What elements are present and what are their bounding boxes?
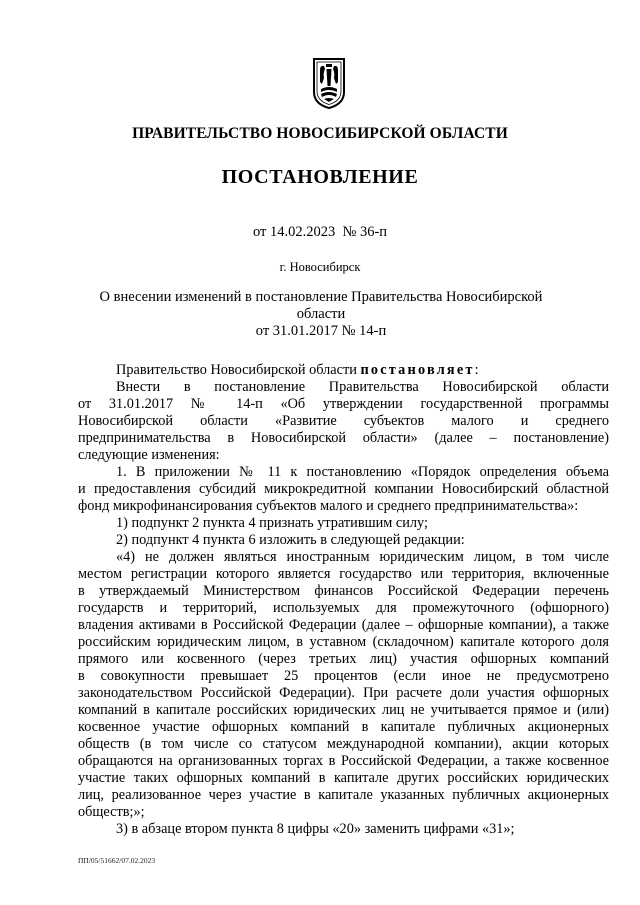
date-number-line (0, 224, 640, 241)
city-name: г. Новосибирск (279, 260, 361, 274)
text-line: лиц, реализованное через участие в капитале указанных публичных акционерных (78, 787, 609, 803)
organization-name: ПРАВИТЕЛЬСТВО НОВОСИБИРСКОЙ ОБЛАСТИ (132, 125, 508, 142)
text-line: предпринимательства в Новосибирской области» (далее – постановление) (78, 430, 609, 446)
text-line: Новосибирской области «Развитие субъектов малого и среднего (78, 413, 609, 429)
decree-keyword: постановляет (360, 362, 475, 378)
document-type: ПОСТАНОВЛЕНИЕ (221, 166, 419, 188)
paragraph-appendix (78, 464, 609, 515)
text-line: следующие изменения: (78, 447, 220, 463)
text-line: в совокупности превышает 25 процентов (если иное не предусмотрено (78, 668, 609, 684)
document-subject (78, 289, 564, 340)
intro-paragraph (78, 362, 609, 379)
text-line: владения активами в Российской Федерации (далее – офшорные компании), а также (78, 617, 609, 633)
subject-line: О внесении изменений в постановление Правительства Новосибирской области (99, 289, 543, 322)
text-line: от 31.01.2017 № 14-п «Об утверждении государственной программы (78, 396, 609, 412)
intro-colon: : (474, 362, 479, 378)
subitem-2: 2) подпункт 4 пункта 6 изложить в следующей редакции: (116, 532, 465, 548)
text-line: местом регистрации которого является государство или территория, включенные (78, 566, 609, 582)
text-line: компаний в капитале российских юридических лиц не учитывается прямое и (или) (78, 702, 609, 718)
coat-of-arms-emblem (311, 56, 347, 110)
document-number: № 36-п (342, 224, 388, 240)
text-line: 1. В приложении № 11 к постановлению «Порядок определения объема (116, 464, 609, 480)
text-line: прямого или косвенного (через третьих лиц) участия офшорных компаний (78, 651, 609, 667)
document-footer-code: ПП/05/51662/07.02.2023 (78, 856, 156, 865)
text-line: Внести в постановление Правительства Новосибирской области (116, 379, 609, 395)
document-body (78, 362, 609, 838)
text-line: российским юридическим лицом, в уставном (складочном) капитале которого доля (78, 634, 609, 650)
text-line: косвенное участие офшорных компаний в капитале публичных акционерных (78, 719, 609, 735)
text-line: «4) не должен являться иностранным юридическим лицом, в том числе (116, 549, 609, 565)
paragraph-amend (78, 379, 609, 464)
text-line: законодательством Российской Федерации). При расчете доли участия офшорных (78, 685, 609, 701)
subitem-3: 3) в абзаце втором пункта 8 цифры «20» заменить цифрами «31»; (116, 821, 515, 837)
text-line: в утверждаемый Министерством финансов Российской Федерации перечень (78, 583, 609, 599)
text-line: участие таких офшорных компаний в капитале других российских юридических (78, 770, 609, 786)
text-line: обществ;»; (78, 804, 145, 820)
text-line: фонд микрофинансирования субъектов малого и среднего предпринимательства»: (78, 498, 579, 514)
paragraph-new-wording (78, 549, 609, 821)
text-line: и предоставления субсидий микрокредитной компании Новосибирский областной (78, 481, 609, 497)
subject-line: от 31.01.2017 № 14-п (255, 323, 387, 339)
subitem-1: 1) подпункт 2 пункта 4 признать утратившим силу; (116, 515, 428, 531)
text-line: обращаются на организованных торгах в Российской Федерации, а также косвенное (78, 753, 609, 769)
text-line: обществ (в том числе со статусом международной компании), акции которых (78, 736, 609, 752)
text-line: государств и территорий, используемых для промежуточного (офшорного) (78, 600, 609, 616)
intro-text: Правительство Новосибирской области (116, 362, 361, 378)
document-date: от 14.02.2023 (252, 224, 336, 240)
